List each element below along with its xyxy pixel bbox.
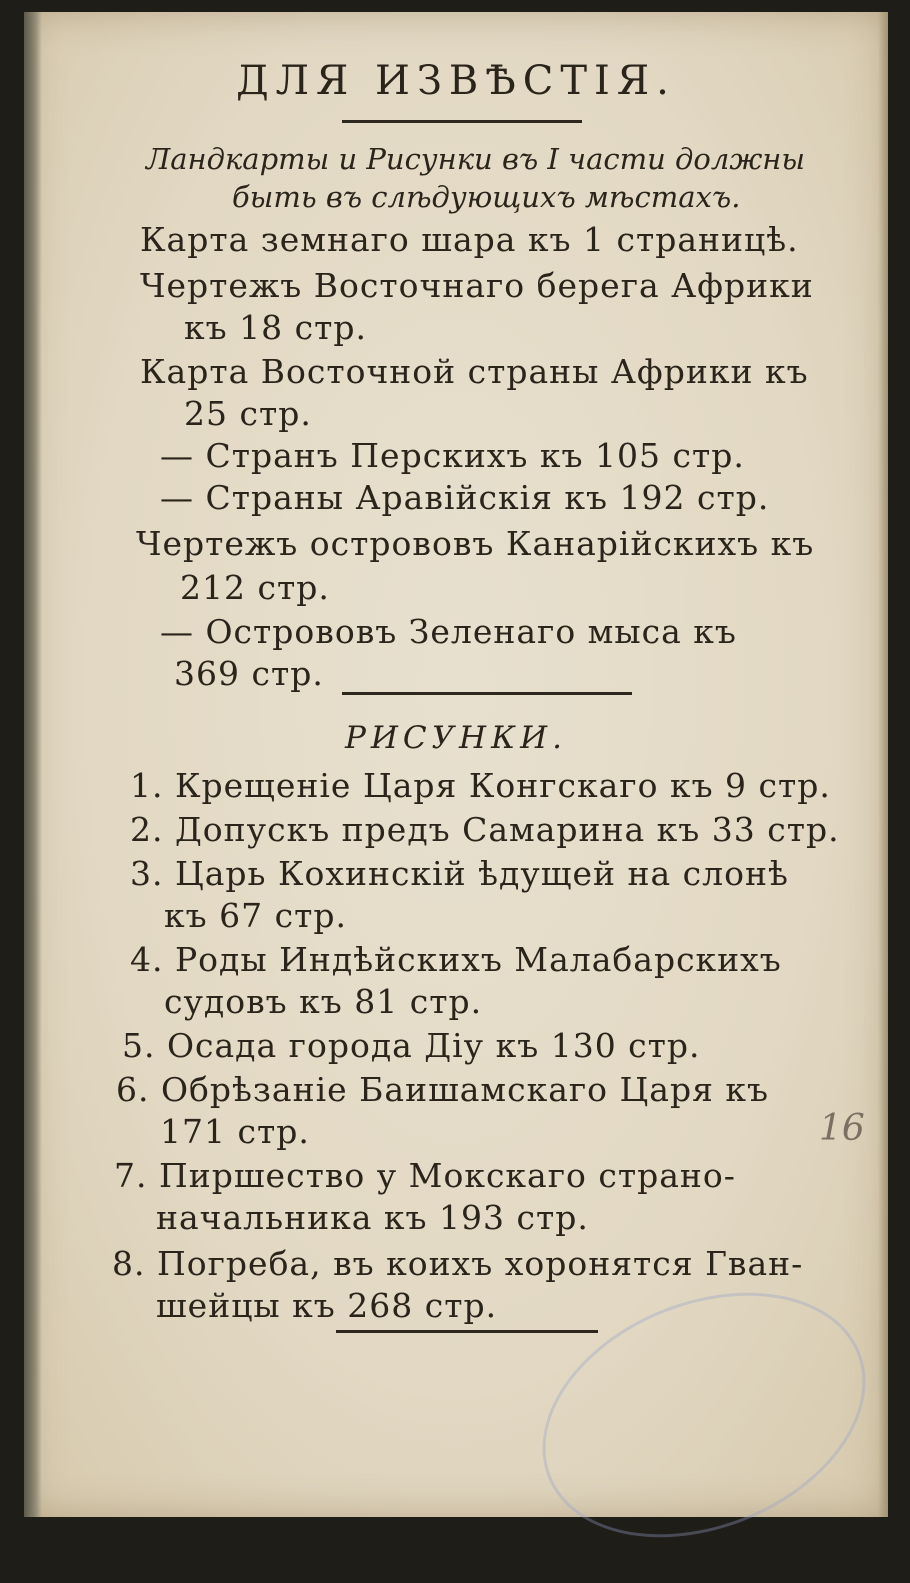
map-entry-3-cont: 25 стр. [184,394,312,433]
library-stamp [506,1247,902,1582]
figure-entry-3-cont: къ 67 стр. [164,896,347,935]
map-entry-2-cont: къ 18 стр. [184,308,367,347]
closing-rule [336,1330,598,1333]
figure-entry-7: 7. Пиршество у Мокскаго страно- [114,1156,736,1195]
map-entry-7: — Острововъ Зеленаго мыса къ [160,612,737,651]
map-entry-6-cont: 212 стр. [180,568,330,607]
map-entry-1: Карта земнаго шара къ 1 страницѣ. [140,220,799,259]
map-entry-5: — Страны Аравійскія къ 192 стр. [160,478,770,517]
figure-entry-5: 5. Осада города Діу къ 130 стр. [122,1026,701,1065]
figure-entry-7-cont: начальника къ 193 стр. [156,1198,589,1237]
figure-entry-8: 8. Погреба, въ коихъ хоронятся Гван- [112,1244,804,1283]
figure-entry-4: 4. Роды Индѣйскихъ Малабарскихъ [130,940,782,979]
page-gutter [24,12,42,1517]
intro-line-1: Ландкарты и Рисунки въ I части должны [146,142,805,176]
figure-entry-1: 1. Крещеніе Царя Конгскаго къ 9 стр. [130,766,831,805]
intro-line-2: быть въ слѣдующихъ мѣстахъ. [232,180,741,214]
figure-entry-4-cont: судовъ къ 81 стр. [164,982,483,1021]
map-entry-4: — Странъ Перскихъ къ 105 стр. [160,436,745,475]
figure-entry-2: 2. Допускъ предъ Самарина къ 33 стр. [130,810,840,849]
map-entry-6: Чертежъ острововъ Канарійскихъ къ [136,524,815,563]
heading-rule [342,120,582,123]
map-entry-3: Карта Восточной страны Африки къ [140,352,809,391]
figure-entry-6: 6. Обрѣзаніе Баишамскаго Царя къ [116,1070,770,1109]
figure-entry-6-cont: 171 стр. [160,1112,310,1151]
page-heading: ДЛЯ ИЗВѢСТІЯ. [236,58,676,104]
book-page [24,12,888,1517]
figure-entry-3: 3. Царь Кохинскій ѣдущей на слонѣ [130,854,789,893]
section-rule [342,692,632,695]
page-edge [878,12,888,1517]
map-entry-7-cont: 369 стр. [174,654,324,693]
map-entry-2: Чертежъ Восточнаго берега Африки [140,266,814,305]
margin-note: 16 [819,1108,865,1149]
figures-heading: РИСУНКИ. [345,720,567,756]
figure-entry-8-cont: шейцы къ 268 стр. [156,1286,498,1325]
